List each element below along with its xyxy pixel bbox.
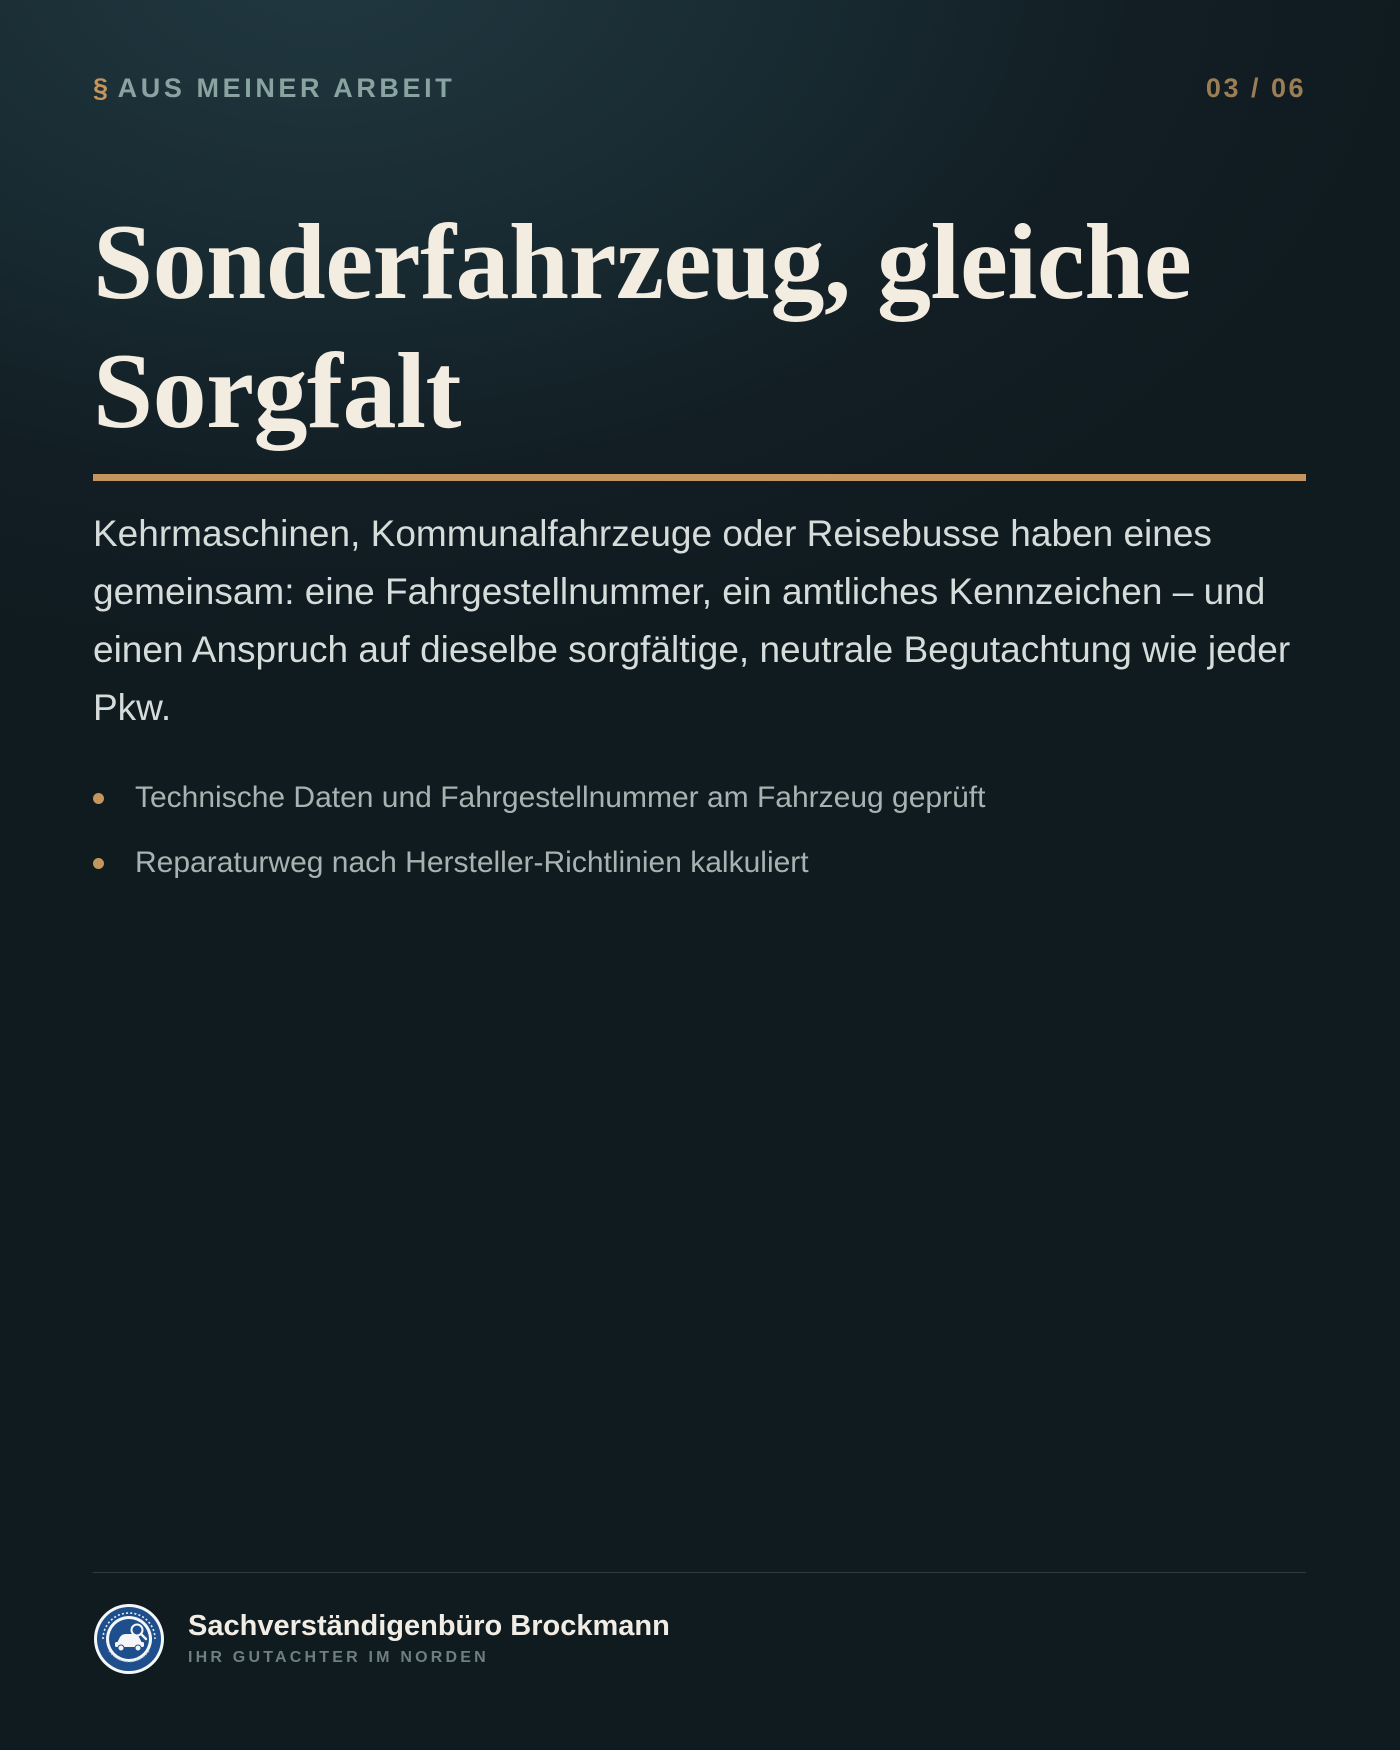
seal-logo-icon (93, 1603, 165, 1675)
feature-list (93, 774, 1306, 904)
brand-name: Sachverständigenbüro Brockmann (188, 1610, 670, 1642)
footer-divider (93, 1572, 1306, 1573)
slide (93, 0, 1306, 1750)
list-item-text: Reparaturweg nach Hersteller-Richtlinien kalkuliert (135, 846, 809, 879)
list-item (93, 839, 1306, 904)
slide-header (93, 73, 1306, 107)
list-item-text: Technische Daten und Fahrgestellnummer am Fahrzeug geprüft (135, 781, 986, 814)
bullet-dot-icon (93, 793, 104, 804)
section-label: AUS MEINER ARBEIT (117, 73, 456, 103)
lead-paragraph: Kehrmaschinen, Kommunalfahrzeuge oder Reisebusse haben eines gemeinsam: eine Fahrgestellnummer, ein amtliches Kennzeichen – und einen Anspruch auf dieselbe sorgfältige, neutrale Begutachtung wie jeder Pkw. (93, 513, 1291, 728)
section-eyebrow (93, 73, 455, 104)
section-symbol: § (93, 73, 112, 103)
list-item (93, 774, 1306, 839)
title-underline-divider (93, 474, 1306, 481)
page-title: Sonderfahrzeug, gleiche Sorgfalt (93, 203, 1192, 451)
page-counter: 03 / 06 (1205, 73, 1306, 103)
footer-brand (93, 1603, 1306, 1677)
brand-tagline: IHR GUTACHTER IM NORDEN (188, 1649, 489, 1666)
bullet-dot-icon (93, 858, 104, 869)
